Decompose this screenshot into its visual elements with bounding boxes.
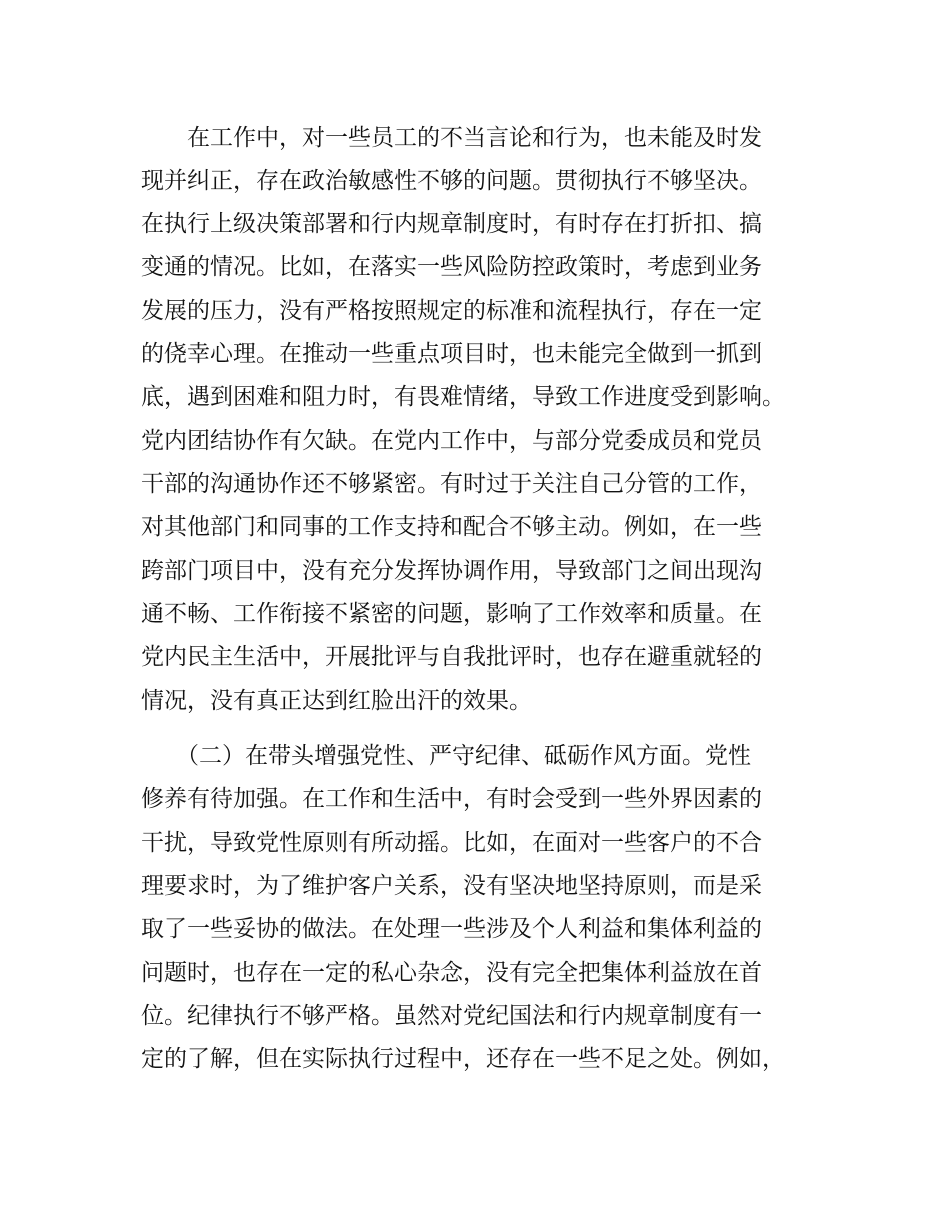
paragraph-2-line: 定的了解，但在实际执行过程中，还存在一些不足之处。例如， [141, 1046, 785, 1072]
paragraph-2-line: 修养有待加强。在工作和生活中，有时会受到一些外界因素的 [141, 786, 762, 812]
paragraph-2-line: 理要求时，为了维护客户关系，没有坚决地坚持原则，而是采 [141, 873, 762, 899]
paragraph-1-line: 变通的情况。比如，在落实一些风险防控政策时，考虑到业务 [141, 254, 762, 280]
paragraph-1-line: 通不畅、工作衔接不紧密的问题，影响了工作效率和质量。在 [141, 601, 762, 627]
paragraph-1-line: 情况，没有真正达到红脸出汗的效果。 [141, 688, 532, 714]
paragraph-1-line: 干部的沟通协作还不够紧密。有时过于关注自己分管的工作， [141, 471, 762, 497]
paragraph-2-line: 取了一些妥协的做法。在处理一些涉及个人利益和集体利益的 [141, 916, 762, 942]
paragraph-1-line: 跨部门项目中，没有充分发挥协调作用，导致部门之间出现沟 [141, 558, 762, 584]
paragraph-1-line: 对其他部门和同事的工作支持和配合不够主动。例如，在一些 [141, 514, 762, 540]
paragraph-2-line: （二）在带头增强党性、严守纪律、砥砺作风方面。党性 [176, 743, 751, 769]
paragraph-1-line: 在工作中，对一些员工的不当言论和行为，也未能及时发 [187, 125, 762, 151]
paragraph-2-line: 干扰，导致党性原则有所动摇。比如，在面对一些客户的不合 [141, 830, 762, 856]
paragraph-2-line: 问题时，也存在一定的私心杂念，没有完全把集体利益放在首 [141, 960, 762, 986]
paragraph-1-line: 党内团结协作有欠缺。在党内工作中，与部分党委成员和党员 [141, 428, 762, 454]
paragraph-1-line: 的侥幸心理。在推动一些重点项目时，也未能完全做到一抓到 [141, 341, 762, 367]
paragraph-2-line: 位。纪律执行不够严格。虽然对党纪国法和行内规章制度有一 [141, 1003, 762, 1029]
paragraph-1-line: 现并纠正，存在政治敏感性不够的问题。贯彻执行不够坚决。 [141, 168, 762, 194]
paragraph-1-line: 在执行上级决策部署和行内规章制度时，有时存在打折扣、搞 [141, 211, 762, 237]
paragraph-1-line: 底，遇到困难和阻力时，有畏难情绪，导致工作进度受到影响。 [141, 384, 785, 410]
paragraph-1-line: 发展的压力，没有严格按照规定的标准和流程执行，存在一定 [141, 298, 762, 324]
paragraph-1-line: 党内民主生活中，开展批评与自我批评时，也存在避重就轻的 [141, 644, 762, 670]
